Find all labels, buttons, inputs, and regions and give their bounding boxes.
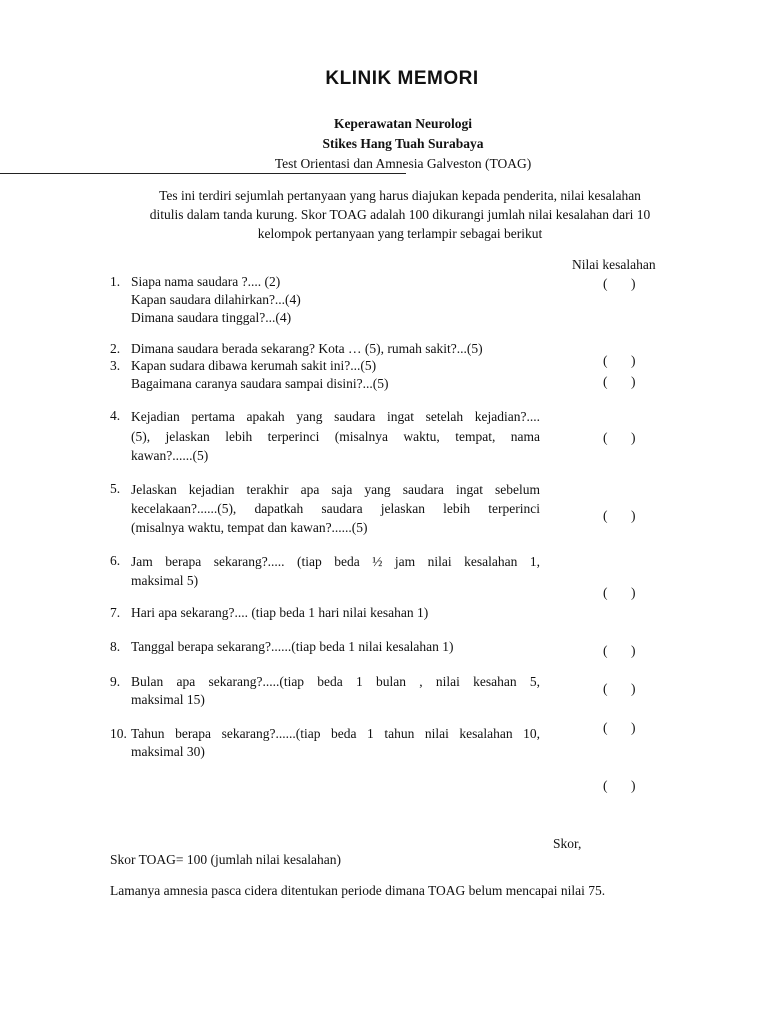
paren-open: ( bbox=[603, 353, 608, 368]
question-number: 3. bbox=[110, 358, 121, 373]
answer-blank[interactable] bbox=[603, 373, 643, 391]
question-text bbox=[131, 604, 540, 622]
question-line: Jelaskan kejadian terakhir apa saja yang saudara ingat sebelum bbox=[131, 482, 540, 497]
question-number: 6. bbox=[110, 553, 121, 568]
question-line: maksimal 5) bbox=[131, 573, 199, 588]
amnesia-duration-note: Lamanya amnesia pasca cidera ditentukan periode dimana TOAG belum mencapai nilai 75. bbox=[110, 883, 606, 898]
paren-open: ( bbox=[603, 778, 608, 793]
question-line: Hari apa sekarang?.... (tiap beda 1 hari nilai kesahan 1) bbox=[131, 605, 429, 620]
paren-close: ) bbox=[631, 430, 636, 445]
question-number: 2. bbox=[110, 341, 121, 356]
paren-close: ) bbox=[631, 778, 636, 793]
question-line: maksimal 15) bbox=[131, 692, 205, 707]
question-text bbox=[131, 638, 540, 656]
answer-blank[interactable] bbox=[603, 507, 643, 525]
header-divider bbox=[0, 173, 406, 174]
question-number: 9. bbox=[110, 674, 121, 689]
question-line: maksimal 30) bbox=[131, 744, 205, 759]
question-line: Bulan apa sekarang?.....(tiap beda 1 bulan , nilai kesahan 5, bbox=[131, 674, 540, 689]
subtitle-institution: Stikes Hang Tuah Surabaya bbox=[322, 136, 484, 151]
question-line: Kapan sudara dibawa kerumah sakit ini?...(5) bbox=[131, 358, 377, 373]
paren-open: ( bbox=[603, 681, 608, 696]
question-number: 7. bbox=[110, 605, 121, 620]
subtitle-department: Keperawatan Neurologi bbox=[333, 116, 473, 131]
question-text bbox=[131, 357, 540, 393]
answer-blank[interactable] bbox=[603, 680, 643, 698]
answer-blank[interactable] bbox=[603, 777, 643, 795]
question-text bbox=[131, 725, 540, 761]
answer-blank[interactable] bbox=[603, 719, 643, 737]
paren-open: ( bbox=[603, 430, 608, 445]
question-number: 10. bbox=[110, 726, 127, 741]
question-text bbox=[131, 407, 540, 466]
answer-blank[interactable] bbox=[603, 584, 643, 602]
question-text bbox=[131, 480, 540, 537]
answer-blank[interactable] bbox=[603, 642, 643, 660]
answer-blank[interactable] bbox=[603, 429, 643, 447]
paren-close: ) bbox=[631, 643, 636, 658]
question-number: 4. bbox=[110, 408, 121, 423]
question-text bbox=[131, 273, 540, 327]
question-number: 1. bbox=[110, 274, 121, 289]
intro-line: Tes ini terdiri sejumlah pertanyaan yang harus diajukan kepada penderita, nilai kesalahan bbox=[159, 188, 641, 203]
question-line: kecelakaan?......(5), dapatkah saudara jelaskan lebih terperinci bbox=[131, 501, 540, 516]
question-text bbox=[131, 340, 540, 358]
question-line: (misalnya waktu, tempat dan kawan?......(5) bbox=[131, 520, 368, 535]
question-text bbox=[131, 552, 540, 590]
question-line: kawan?......(5) bbox=[131, 448, 209, 463]
paren-close: ) bbox=[631, 353, 636, 368]
intro-line: kelompok pertanyaan yang terlampir sebagai berikut bbox=[257, 226, 543, 241]
paren-close: ) bbox=[631, 585, 636, 600]
question-line: Bagaimana caranya saudara sampai disini?...(5) bbox=[131, 376, 389, 391]
intro-line: ditulis dalam tanda kurung. Skor TOAG adalah 100 dikurangi jumlah nilai kesalahan dari 10 bbox=[149, 207, 651, 222]
paren-close: ) bbox=[631, 508, 636, 523]
question-line: Jam berapa sekarang?..... (tiap beda ½ jam nilai kesalahan 1, bbox=[131, 554, 540, 569]
question-number: 8. bbox=[110, 639, 121, 654]
answer-blank[interactable] bbox=[603, 275, 643, 293]
nilai-kesalahan-header: Nilai kesalahan bbox=[572, 257, 656, 272]
question-number: 5. bbox=[110, 481, 121, 496]
paren-open: ( bbox=[603, 720, 608, 735]
paren-close: ) bbox=[631, 374, 636, 389]
paren-close: ) bbox=[631, 681, 636, 696]
intro-paragraph bbox=[110, 186, 690, 243]
skor-label: Skor, bbox=[553, 836, 582, 851]
paren-open: ( bbox=[603, 276, 608, 291]
question-line: (5), jelaskan lebih terperinci (misalnya waktu, tempat, nama bbox=[131, 428, 540, 444]
paren-close: ) bbox=[631, 720, 636, 735]
skor-toag-formula: Skor TOAG= 100 (jumlah nilai kesalahan) bbox=[110, 852, 341, 867]
question-line: Kejadian pertama apakah yang saudara ingat setelah kejadian?.... bbox=[131, 409, 540, 424]
question-text bbox=[131, 673, 540, 709]
question-line: Dimana saudara tinggal?...(4) bbox=[131, 310, 292, 325]
answer-blank[interactable] bbox=[603, 352, 643, 370]
paren-open: ( bbox=[603, 508, 608, 523]
paren-open: ( bbox=[603, 643, 608, 658]
question-line: Tahun berapa sekarang?......(tiap beda 1 tahun nilai kesalahan 10, bbox=[131, 726, 540, 741]
question-line: Dimana saudara berada sekarang? Kota … (5), rumah sakit?...(5) bbox=[131, 341, 483, 356]
subtitle-test-name: Test Orientasi dan Amnesia Galveston (TOAG) bbox=[274, 156, 532, 171]
question-line: Tanggal berapa sekarang?......(tiap beda 1 nilai kesalahan 1) bbox=[131, 639, 454, 654]
question-line: Kapan saudara dilahirkan?...(4) bbox=[131, 292, 301, 307]
paren-open: ( bbox=[603, 374, 608, 389]
question-line: Siapa nama saudara ?.... (2) bbox=[131, 274, 281, 289]
paren-open: ( bbox=[603, 585, 608, 600]
paren-close: ) bbox=[631, 276, 636, 291]
document-title: KLINIK MEMORI bbox=[325, 68, 479, 89]
